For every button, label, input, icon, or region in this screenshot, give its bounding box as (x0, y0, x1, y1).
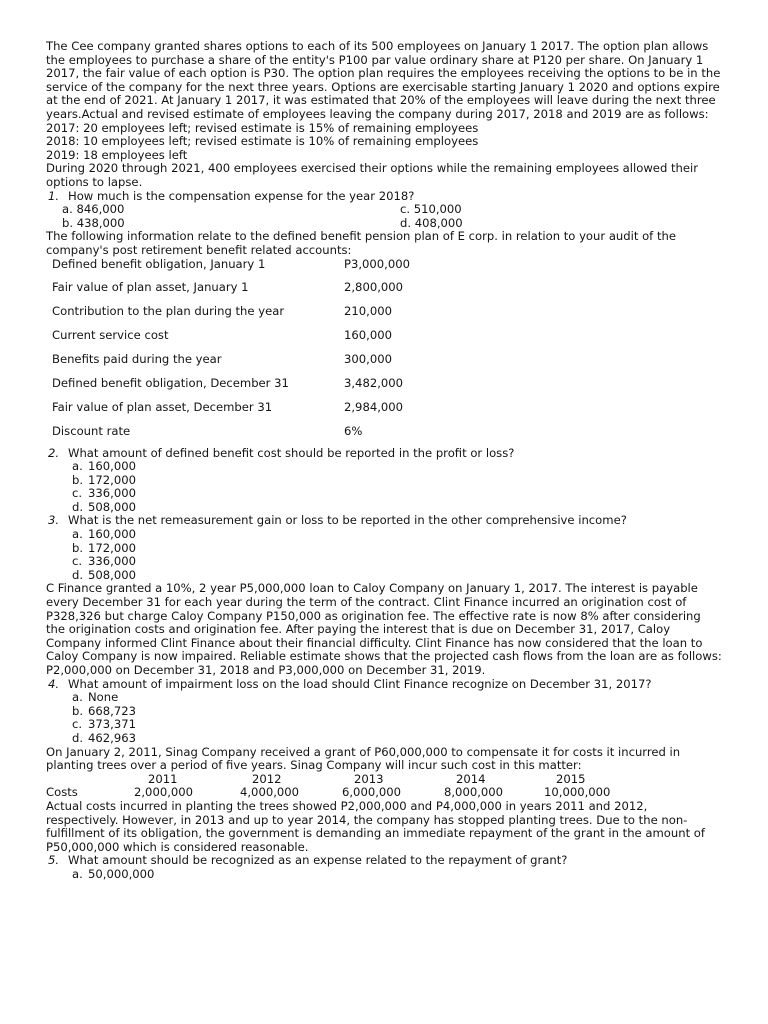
document-body (46, 40, 722, 882)
question-2-option-b (46, 474, 722, 488)
question-1-option-a: a. 846,000 (62, 202, 125, 217)
account-label: Benefits paid during the year (52, 351, 222, 366)
cost-cell: 2,000,000 (134, 785, 194, 800)
account-label: Defined benefit obligation, January 1 (52, 256, 266, 271)
question-3-text: What is the net remeasurement gain or loss to be reported in the other comprehensive income? (68, 513, 627, 528)
cost-cell: 8,000,000 (444, 785, 504, 800)
account-label: Discount rate (52, 423, 131, 438)
option-letter: a. (72, 527, 83, 542)
option-value: 172,000 (88, 472, 136, 487)
year-cell: 2012 (252, 771, 282, 786)
leaving-line-2017: 2017: 20 employees left; revised estimate is 15% of remaining employees (46, 120, 479, 135)
account-value: 210,000 (344, 303, 392, 318)
question-2-text: What amount of defined benefit cost should be reported in the profit or loss? (68, 445, 515, 460)
costs-values-row (46, 786, 656, 800)
question-3-option-d (46, 569, 722, 583)
option-value: 336,000 (88, 554, 136, 569)
costs-label: Costs (46, 785, 78, 800)
account-row (50, 377, 410, 401)
problem-3-text: C Finance granted a 10%, 2 year P5,000,000 loan to Caloy Company on January 1, 2017. The interest is payable every December 31 for each year during the term of the contract. Clint Finance incurred an origination cost of P328,326 but charge Caloy Company P150,000 as origination fee. The effective rate is now 8% after considering the origination costs and origination fee. After paying the interest that is due on December 31, 2017, Caloy Company informed Clint Finance about their financial difficulty. Clint Finance has now considered that the loan to Caloy Company is now impaired. Reliable estimate shows that the projected cash flows from the loan are as follows: P2,000,000 on December 31, 2018 and P3,000,000 on December 31, 2019. (46, 581, 722, 677)
question-2-options (46, 460, 722, 514)
account-row (50, 329, 410, 353)
account-label: Defined benefit obligation, December 31 (52, 375, 289, 390)
question-3 (46, 514, 722, 528)
option-letter: a. (72, 690, 83, 705)
question-5-option-a (46, 868, 722, 882)
costs-schedule-table (46, 773, 656, 800)
question-2-option-a (46, 460, 722, 474)
option-letter: a. (72, 459, 83, 474)
question-1-options-left (46, 203, 384, 230)
question-3-number: 3. (48, 513, 60, 528)
option-value: 50,000,000 (88, 866, 155, 881)
option-value: 668,723 (88, 703, 136, 718)
account-value: 6% (344, 423, 363, 438)
costs-years-row (46, 773, 656, 787)
account-row (50, 258, 410, 281)
question-5 (46, 854, 722, 868)
cost-cell: 4,000,000 (240, 785, 300, 800)
account-row (50, 353, 410, 377)
problem-2-text: The following information relate to the defined benefit pension plan of E corp. in relation to your audit of the company's post retirement benefit related accounts: (46, 229, 676, 257)
option-letter: b. (72, 703, 84, 718)
option-value: 160,000 (88, 527, 136, 542)
problem-4-text: On January 2, 2011, Sinag Company received a grant of P60,000,000 to compensate it for costs it incurred in planting trees over a period of five years. Sinag Company will incur such cost in this matter: (46, 744, 681, 773)
option-letter: b. (72, 540, 84, 555)
leaving-line-2018: 2018: 10 employees left; revised estimate is 10% of remaining employees (46, 134, 479, 149)
account-row (50, 401, 410, 425)
question-4-option-a (46, 691, 722, 705)
question-4 (46, 678, 722, 692)
account-label: Fair value of plan asset, January 1 (52, 279, 249, 294)
account-label: Fair value of plan asset, December 31 (52, 399, 273, 414)
option-letter: a. (72, 866, 83, 881)
leaving-line-2019: 2019: 18 employees left (46, 147, 188, 162)
pension-accounts-table (50, 258, 410, 447)
question-4-option-d (46, 732, 722, 746)
account-value: 3,482,000 (344, 375, 404, 390)
account-label: Contribution to the plan during the year (52, 303, 285, 318)
account-label: Current service cost (52, 327, 169, 342)
account-row (50, 305, 410, 329)
account-value: 160,000 (344, 327, 392, 342)
year-cell: 2015 (556, 771, 586, 786)
question-4-option-c (46, 718, 722, 732)
option-value: 508,000 (88, 499, 136, 514)
option-letter: c. (72, 554, 83, 569)
question-5-text: What amount should be recognized as an expense related to the repayment of grant? (68, 853, 568, 868)
account-row (50, 281, 410, 305)
question-2-number: 2. (48, 445, 60, 460)
problem-1-text: The Cee company granted shares options to each of its 500 employees on January 1 2017. The option plan allows the employees to purchase a share of the entity's P100 par value ordinary share at P120 per share. On January 1 2017, the fair value of each option is P30. The option plan requires the employees receiving the options to be in the service of the company for the next three years. Options are exercisable starting January 1 2020 and options expire at the end of 2021. At January 1 2017, it was estimated that 20% of the employees will leave during the next three years.Actual and revised estimate of employees leaving the company during 2017, 2018 and 2019 are as follows: (46, 39, 721, 121)
question-2-option-d (46, 501, 722, 515)
question-5-number: 5. (48, 853, 60, 868)
option-letter: d. (72, 567, 84, 582)
question-1-options-right (384, 203, 722, 230)
cost-cell: 10,000,000 (544, 785, 611, 800)
option-value: 508,000 (88, 567, 136, 582)
account-value: P3,000,000 (344, 256, 410, 271)
option-letter: c. (72, 486, 83, 501)
question-1-option-d: d. 408,000 (400, 215, 463, 230)
year-cell: 2014 (456, 771, 486, 786)
year-cell: 2013 (354, 771, 384, 786)
question-1-options (46, 203, 722, 230)
option-value: 462,963 (88, 730, 136, 745)
option-value: 172,000 (88, 540, 136, 555)
question-1-option-b: b. 438,000 (62, 215, 125, 230)
year-cell: 2011 (148, 771, 178, 786)
option-value: 160,000 (88, 459, 136, 474)
option-value: None (88, 690, 119, 705)
question-4-text: What amount of impairment loss on the load should Clint Finance recognize on December 31, 2017? (68, 676, 652, 691)
question-2 (46, 447, 722, 461)
option-value: 336,000 (88, 486, 136, 501)
option-letter: b. (72, 472, 84, 487)
question-2-option-c (46, 487, 722, 501)
question-4-option-b (46, 705, 722, 719)
account-value: 300,000 (344, 351, 392, 366)
account-value: 2,800,000 (344, 279, 404, 294)
account-row (50, 425, 410, 447)
option-letter: d. (72, 499, 84, 514)
question-3-option-c (46, 555, 722, 569)
exercise-line: During 2020 through 2021, 400 employees exercised their options while the remaining employees allowed their options to lapse. (46, 161, 699, 189)
question-1-option-c: c. 510,000 (400, 202, 462, 217)
question-3-options (46, 528, 722, 582)
question-3-option-a (46, 528, 722, 542)
question-1-number: 1. (48, 188, 60, 203)
option-letter: d. (72, 730, 84, 745)
problem-5-text: Actual costs incurred in planting the trees showed P2,000,000 and P4,000,000 in years 2011 and 2012, respectively. However, in 2013 and up to year 2014, the company has stopped planting trees. Due to the non-fulfillment of its obligation, the government is demanding an immediate repayment of the grant in the amount of P50,000,000 which is considered reasonable. (46, 798, 705, 854)
costs-corner-cell (46, 773, 134, 787)
option-value: 373,371 (88, 717, 136, 732)
question-1 (46, 190, 722, 204)
question-5-options (46, 868, 722, 882)
question-4-number: 4. (48, 676, 60, 691)
cost-cell: 6,000,000 (342, 785, 402, 800)
account-value: 2,984,000 (344, 399, 404, 414)
question-1-text: How much is the compensation expense for the year 2018? (68, 188, 415, 203)
question-3-option-b (46, 542, 722, 556)
option-letter: c. (72, 717, 83, 732)
question-4-options (46, 691, 722, 745)
